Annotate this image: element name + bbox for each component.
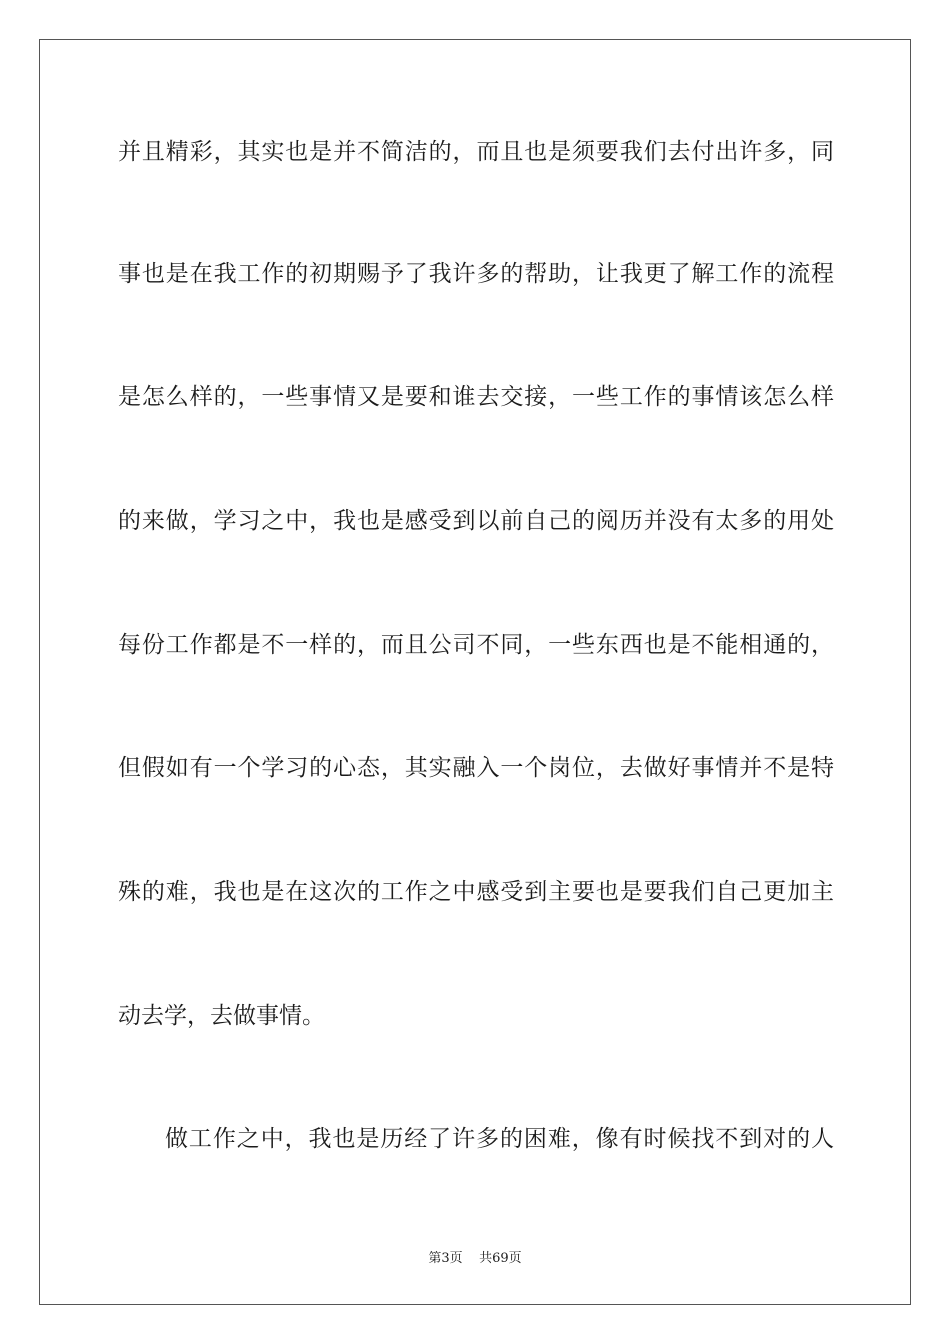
body-text-line: 但假如有一个学习的心态，其实融入一个岗位，去做好事情并不是特 <box>118 755 834 781</box>
body-text-line: 事也是在我工作的初期赐予了我许多的帮助，让我更了解工作的流程 <box>118 261 834 287</box>
total-pages: 共69页 <box>479 1251 522 1266</box>
body-text-line: 每份工作都是不一样的，而且公司不同，一些东西也是不能相通的， <box>118 632 834 658</box>
body-text-line: 并且精彩，其实也是并不简洁的，而且也是须要我们去付出许多，同 <box>118 139 834 165</box>
body-text-line: 的来做，学习之中，我也是感受到以前自己的阅历并没有太多的用处 <box>118 508 834 534</box>
body-text-line: 殊的难，我也是在这次的工作之中感受到主要也是要我们自己更加主 <box>118 879 834 905</box>
body-text-line: 动去学，去做事情。 <box>118 1003 325 1029</box>
page-number: 第3页 <box>428 1251 463 1266</box>
paragraph-start-line: 做工作之中，我也是历经了许多的困难，像有时候找不到对的人 <box>165 1126 834 1152</box>
page-footer <box>0 1247 950 1266</box>
page-frame <box>39 39 911 1305</box>
body-text-line: 是怎么样的，一些事情又是要和谁去交接，一些工作的事情该怎么样 <box>118 384 834 410</box>
